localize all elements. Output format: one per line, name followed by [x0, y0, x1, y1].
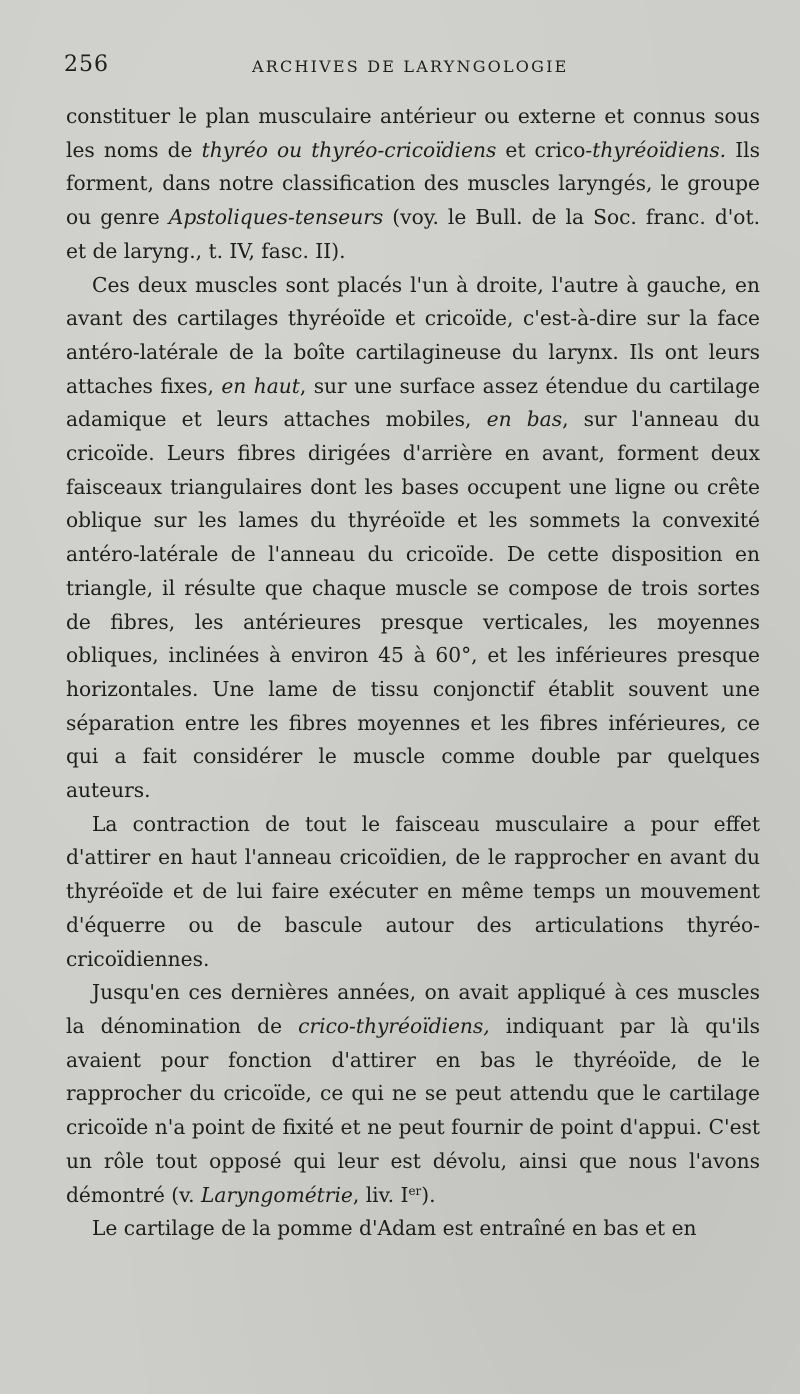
text-run: Jusqu'en ces dernières années, on avait appliqué à ces muscles la dénomination de — [66, 980, 760, 1038]
running-head — [64, 52, 764, 86]
text-run: et crico- — [496, 137, 593, 162]
text-run: Le cartilage de la pomme d'Adam est entraîné en bas et en — [92, 1216, 697, 1241]
text-run: Ils forment, dans notre classification des muscles laryngés, le groupe ou genre — [66, 137, 760, 230]
superscript: er — [408, 1183, 422, 1198]
paragraph-3 — [66, 808, 760, 977]
paragraph-2 — [66, 269, 760, 808]
paragraph-1 — [66, 100, 760, 269]
italic-term: thyréo ou thyréo-cricoïdiens — [201, 137, 497, 162]
text-run: , liv. I — [352, 1182, 409, 1207]
text-run: , sur l'anneau du cricoïde. Leurs fibres dirigées d'arrière en avant, forment deux faisceaux triangulaires dont les bases occupent une ligne ou crête oblique sur les lames du thyréoïde et les sommets la convexité antéro-latérale de l'anneau du cricoïde. De cette disposition en triangle, il résulte que chaque muscle se compose de trois sortes de fibres, les antérieures presque verticales, les moyennes obliques, inclinées à environ 45 à 60°, et les inférieures presque horizontales. Une lame de tissu conjonctif établit souvent une séparation entre les fibres moyennes et les fibres inférieures, ce qui a fait considérer le muscle comme double par quelques auteurs. — [66, 407, 761, 803]
italic-term: crico-thyréoïdiens, — [298, 1013, 490, 1038]
italic-term: Laryngométrie — [201, 1182, 353, 1207]
italic-term: en bas — [486, 407, 563, 432]
italic-term: thyréoïdiens. — [592, 137, 727, 162]
body-text — [66, 100, 760, 1246]
text-run: indiquant par là qu'ils avaient pour fonction d'attirer en bas le thyréoïde, de le rapprocher du cricoïde, ce qui ne se peut attendu que le cartilage cricoïde n'a point de fixité et ne peut fournir de point d'appui. C'est un rôle tout opposé qui leur est dévolu, ainsi que nous l'avons démontré (v. — [66, 1013, 760, 1207]
paragraph-4 — [66, 976, 760, 1212]
italic-term: Apstoliques-tenseurs — [168, 205, 384, 230]
paragraph-5 — [66, 1212, 760, 1246]
text-run: ). — [421, 1182, 436, 1207]
text-run: (voy. le Bull. de la Soc. franc. d'ot. et de laryng., t. IV, fasc. II). — [66, 205, 760, 263]
journal-title: ARCHIVES DE LARYNGOLOGIE — [252, 57, 569, 76]
text-run: constituer le plan musculaire antérieur ou externe et connus sous les noms de — [66, 104, 760, 162]
text-run: La contraction de tout le faisceau musculaire a pour effet d'attirer en haut l'anneau cricoïdien, de le rapprocher en avant du thyréoïde et de lui faire exécuter en même temps un mouvement d'équerre ou de bascule autour des articulations thyréo-cricoïdiennes. — [66, 811, 760, 971]
italic-term: en haut — [221, 373, 300, 398]
text-run: Ces deux muscles sont placés l'un à droite, l'autre à gauche, en avant des cartilages thyréoïde et cricoïde, c'est-à-dire sur la face antéro-latérale de la boîte cartilagineuse du larynx. Ils ont leurs attaches fixes, — [66, 272, 760, 398]
text-run: , sur une surface assez étendue du cartilage adamique et leurs attaches mobiles, — [66, 373, 760, 432]
page-number: 256 — [64, 52, 109, 77]
